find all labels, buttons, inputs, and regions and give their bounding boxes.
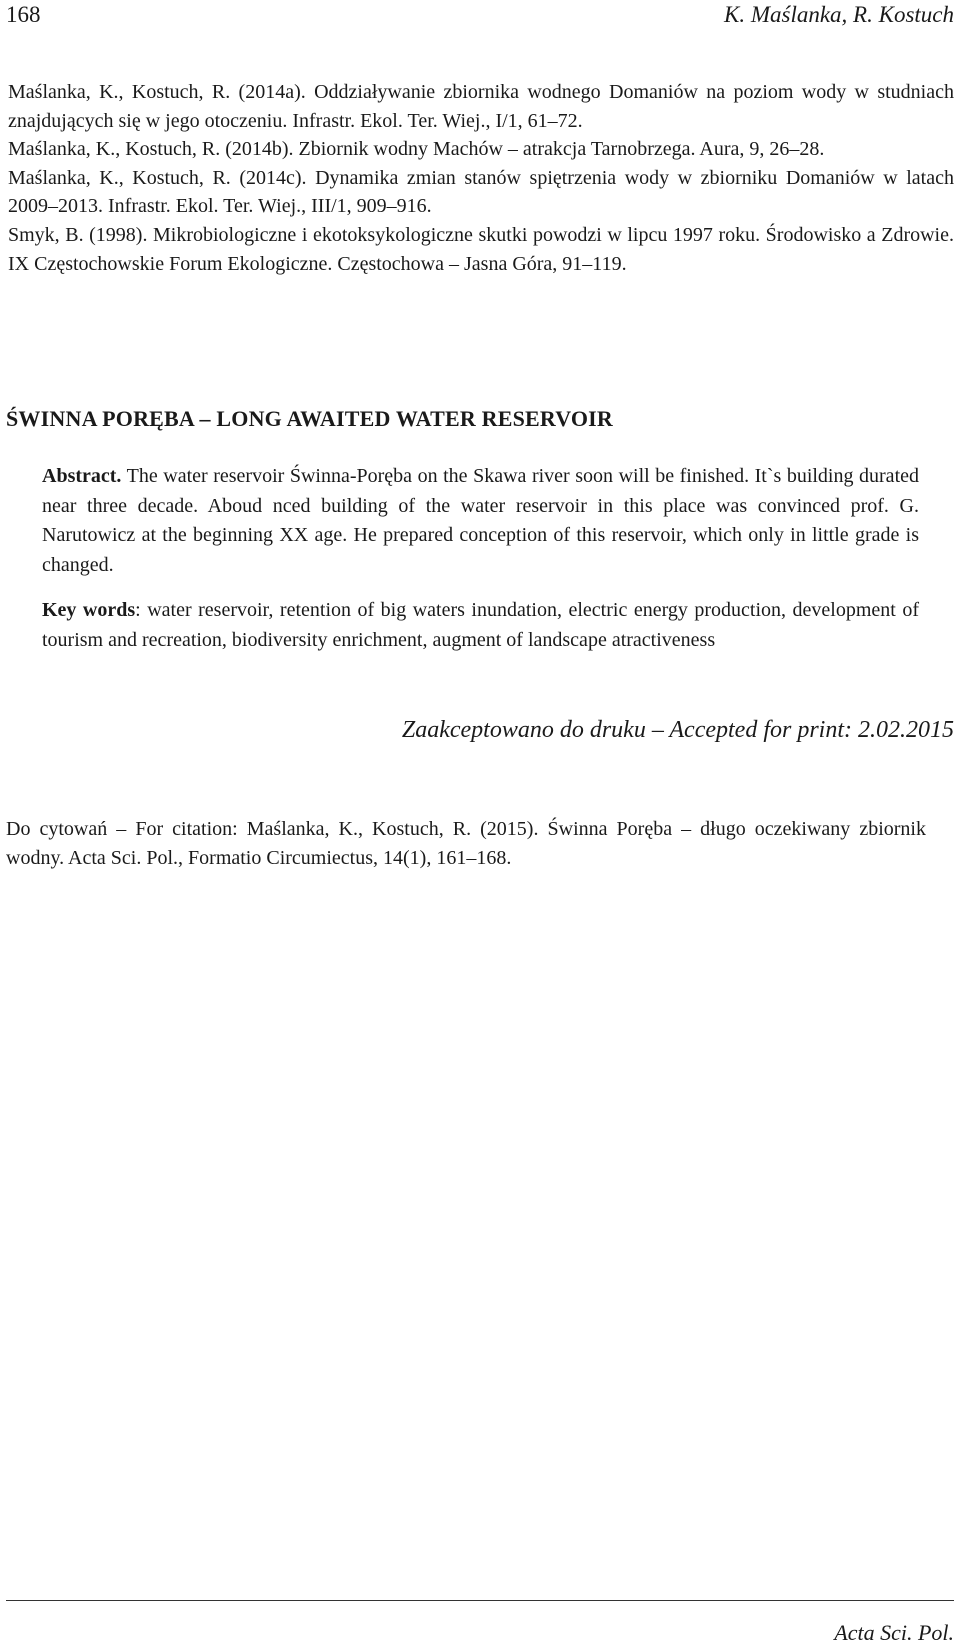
- keywords: [42, 596, 919, 655]
- citation: Do cytowań – For citation: Maślanka, K., Kostuch, R. (2015). Świnna Poręba – długo oczekiwany zbiornik wodny. Acta Sci. Pol., Formatio Circumiectus, 14(1), 161–168.: [6, 818, 926, 869]
- accepted-date: Zaakceptowano do druku – Accepted for print: 2.02.2015: [401, 717, 954, 743]
- running-head: K. Maślanka, R. Kostuch: [724, 2, 954, 27]
- keywords-label: Key words: [42, 599, 136, 621]
- abstract: [42, 462, 919, 580]
- reference-entry: Maślanka, K., Kostuch, R. (2014a). Oddziaływanie zbiornika wodnego Domaniów na poziom wody w studniach znajdujących się w jego otoczeniu. Infrastr. Ekol. Ter. Wiej., I/1, 61–72.: [8, 81, 954, 132]
- reference-entry: Maślanka, K., Kostuch, R. (2014c). Dynamika zmian stanów spiętrzenia wody w zbiorniku Domaniów w latach 2009–2013. Infrastr. Ekol. Ter. Wiej., III/1, 909–916.: [8, 166, 954, 218]
- footer-rule: [6, 1600, 954, 1601]
- reference-entry: Maślanka, K., Kostuch, R. (2014b). Zbiornik wodny Machów – atrakcja Tarnobrzega. Aura, 9, 26–28.: [8, 138, 825, 161]
- abstract-label: Abstract.: [42, 465, 122, 487]
- footer-journal-name: Acta Sci. Pol.: [834, 1620, 954, 1645]
- reference-list: [8, 78, 954, 278]
- page-number: 168: [6, 2, 41, 27]
- keywords-text: : water reservoir, retention of big waters inundation, electric energy production, development of tourism and recreation, biodiversity enrichment, augment of landscape atractiveness: [42, 599, 919, 651]
- reference-entry: Smyk, B. (1998). Mikrobiologiczne i ekotoksykologiczne skutki powodzi w lipcu 1997 roku. Środowisko a Zdrowie. IX Częstochowskie Forum Ekologiczne. Częstochowa – Jasna Góra, 91–119.: [8, 223, 954, 275]
- abstract-text: The water reservoir Świnna-Poręba on the Skawa river soon will be finished. It`s building durated near three decade. Aboud nced building of the water reservoir in this place was convinced prof. G. Narutowicz at the beginning XX age. He prepared conception of this reservoir, which only in little grade is changed.: [42, 465, 919, 576]
- article-title: ŚWINNA PORĘBA – LONG AWAITED WATER RESERVOIR: [6, 406, 614, 431]
